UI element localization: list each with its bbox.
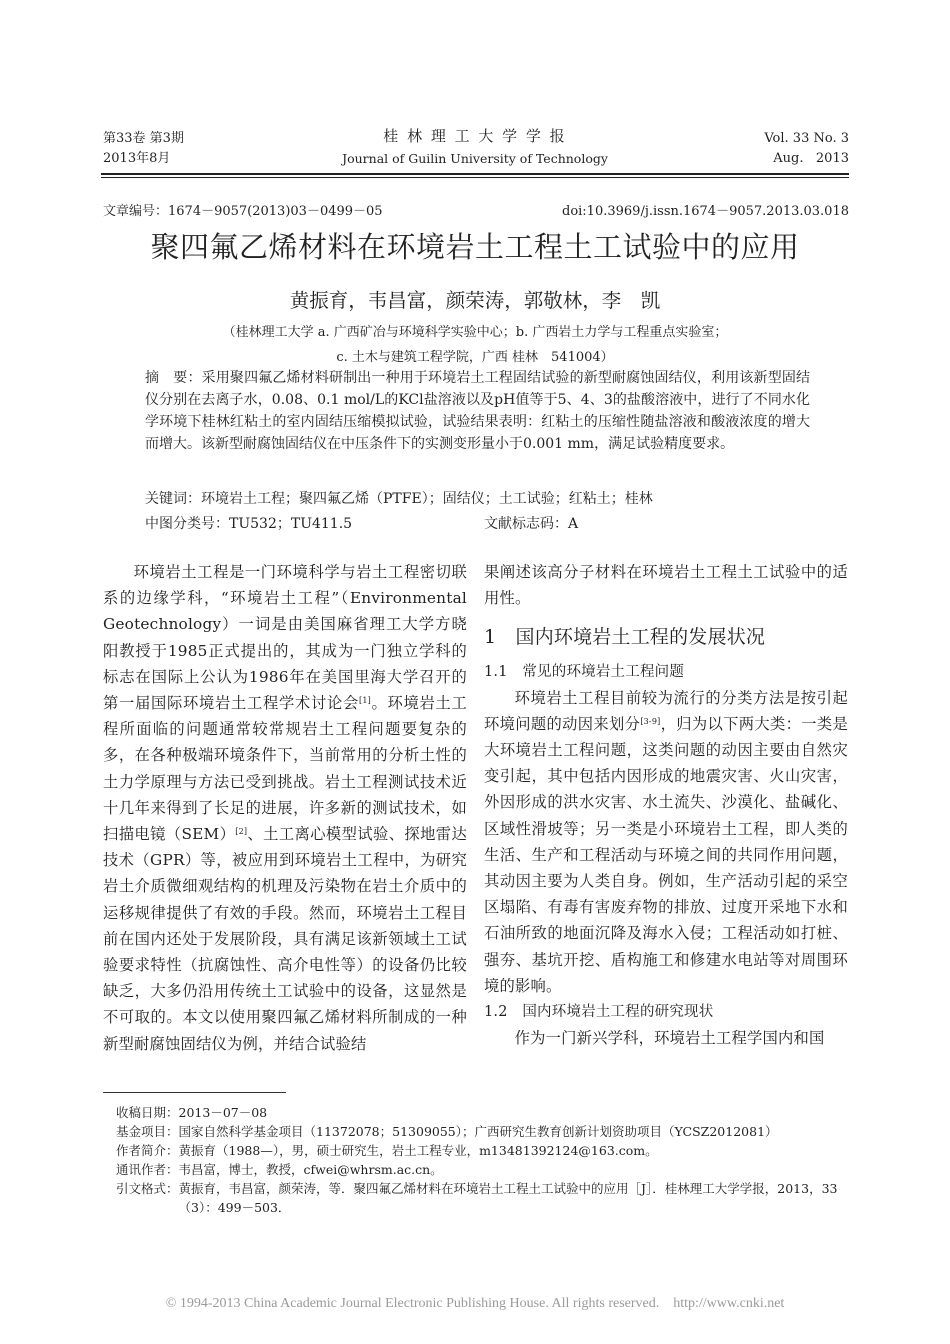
- intro-paragraph: [103, 559, 467, 1057]
- footnote-text: 国家自然科学基金项目（11372078；51309055）；广西研究生教育创新计划资助项目（YCSZ2012081）: [178, 1124, 778, 1139]
- journal-title-cn: 桂 林 理 工 大 学 学 报: [383, 127, 567, 145]
- footnote-citation: [116, 1179, 848, 1217]
- document-code: [484, 513, 578, 535]
- section-1-heading: 1 国内环境岩土工程的发展状况: [484, 626, 766, 649]
- keywords: [145, 488, 810, 510]
- right-column: [484, 559, 848, 1051]
- intro-text-a: 环境岩土工程是一门环境科学与岩土工程密切联系的边缘学科，“环境岩土工程”（Environmental Geotechnology）一词是由美国麻省理工大学方晓阳教授于1985正式提出的，其成为一门独立学科的标志在国际上公认为1986年在美国里海大学召开的第一届国际环境岩土工程学术讨论会: [103, 563, 467, 713]
- abstract-label: 摘 要：: [145, 370, 202, 386]
- subsection-1-2-heading: 1.2 国内环境岩土工程的研究现状: [484, 1004, 714, 1021]
- footnote-received: [116, 1103, 848, 1122]
- intro-continuation: 果阐述该高分子材料在环境岩土工程土工试验中的适用性。: [484, 563, 848, 608]
- footnote-label: 作者简介：: [116, 1143, 179, 1158]
- classification-paragraph: [484, 685, 848, 999]
- clc-label: 中图分类号：: [145, 516, 229, 532]
- article-title: 聚四氟乙烯材料在环境岩土工程土工试验中的应用: [150, 230, 800, 264]
- article-number: 文章编号：1674－9057(2013)03－0499－05: [103, 204, 383, 219]
- journal-volume-cn: 第33卷 第3期: [103, 131, 184, 146]
- research-status-paragraph: 作为一门新兴学科，环境岩土工程学国内和国: [514, 1029, 825, 1048]
- affiliation-line-2: c. 土木与建筑工程学院，广西 桂林 541004）: [336, 350, 614, 365]
- footnote-text: 黄振育（1988—），男，硕士研究生，岩土工程专业，m13481392124@163.com。: [178, 1143, 658, 1158]
- footnote-author-bio: [116, 1141, 848, 1160]
- abstract: [145, 367, 810, 455]
- clc-text: TU532；TU411.5: [229, 516, 353, 532]
- keywords-text: 环境岩土工程；聚四氟乙烯（PTFE）；固结仪；土工试验；红粘土；桂林: [201, 491, 653, 507]
- journal-date-en: Aug. 2013: [773, 151, 849, 166]
- left-column: [103, 559, 467, 1057]
- author-list: 黄振育，韦昌富，颜荣涛，郭敬林，李 凯: [289, 289, 661, 312]
- footnote-text: 2013－07－08: [178, 1105, 268, 1120]
- citation-ref-3-9: [3-9]: [640, 716, 661, 726]
- intro-text-b: 。环境岩土工程所面临的问题通常较常规岩土工程问题要复杂的多，在各种极端环境条件下，当前常用的分析土性的土力学原理与方法已受到挑战。岩土工程测试技术近十几年来得到了长足的进展，许多新的测试技术，如扫描电镜（SEM）: [103, 694, 468, 844]
- journal-date-cn: 2013年8月: [103, 151, 171, 166]
- footnote-corresponding: [116, 1160, 848, 1179]
- footnote-rule: [103, 1092, 286, 1093]
- footnote-label: 引文格式：: [116, 1181, 179, 1196]
- classification-text-b: ，归为以下两大类：一类是大环境岩土工程问题，这类问题的动因主要由自然灾变引起，其中包括内因形成的地震灾害、火山灾害，外因形成的洪水灾害、水土流失、沙漠化、盐碱化、区域性滑坡等；另一类是小环境岩土工程，即人类的生活、生产和工程活动与环境之间的共同作用问题，其动因主要为人类自身。例如，生产活动引起的采空区塌陷、有毒有害废弃物的排放、过度开采地下水和石油所致的地面沉降及海水入侵；工程活动如打桩、强夯、基坑开挖、盾构施工和修建水电站等对周围环境的影响。: [484, 714, 848, 995]
- clc-number: [145, 513, 352, 535]
- footnote-label: 基金项目：: [116, 1124, 179, 1139]
- citation-ref-2: [2]: [235, 827, 248, 837]
- journal-volume-en: Vol. 33 No. 3: [764, 131, 849, 146]
- keywords-label: 关键词：: [145, 491, 201, 507]
- footnotes: [116, 1103, 848, 1217]
- footnote-funding: [116, 1122, 848, 1141]
- doi: doi:10.3969/j.issn.1674－9057.2013.03.018: [562, 204, 849, 219]
- affiliation-line-1: （桂林理工大学 a. 广西矿冶与环境科学实验中心；b. 广西岩土力学与工程重点实验室；: [222, 325, 728, 340]
- footnote-label: 收稿日期：: [116, 1105, 179, 1120]
- header-rule-thin: [101, 177, 849, 178]
- classification-text-a: 环境岩土工程目前较为流行的分类方法是按引起环境问题的动因来划分: [484, 688, 848, 733]
- footnote-text: 黄振育，韦昌富，颜荣涛，等．聚四氟乙烯材料在环境岩土工程土工试验中的应用［J］．桂林理工大学学报，2013，33（3）：499－503．: [178, 1181, 838, 1215]
- footnote-text: 韦昌富，博士，教授，cfwei@whrsm.ac.cn。: [178, 1162, 443, 1177]
- subsection-1-1-heading: 1.1 常见的环境岩土工程问题: [484, 663, 685, 680]
- journal-title-en: Journal of Guilin University of Technology: [342, 151, 608, 166]
- doc-code-label: 文献标志码：: [484, 516, 568, 532]
- copyright-notice: © 1994-2013 China Academic Journal Electronic Publishing House. All rights reserved. http://www.cnki.net: [165, 1296, 785, 1311]
- footnote-label: 通讯作者：: [116, 1162, 179, 1177]
- header-rule: [101, 173, 849, 175]
- citation-ref-1: [1]: [359, 696, 371, 706]
- abstract-text: 采用聚四氟乙烯材料研制出一种用于环境岩土工程固结试验的新型耐腐蚀固结仪，利用该新型固结仪分别在去离子水，0.08、0.1 mol/L的KCl盐溶液以及pH值等于5、4、3的盐酸溶液中，进行了不同水化学环境下桂林红粘土的室内固结压缩模拟试验，试验结果表明：红粘土的压缩性随盐溶液和酸液浓度的增大而增大。该新型耐腐蚀固结仪在中压条件下的实测变形量小于0.001 mm，满足试验精度要求。: [145, 370, 810, 452]
- intro-text-c: 、土工离心模型试验、探地雷达技术（GPR）等，被应用到环境岩土工程中，为研究岩土介质微细观结构的机理及污染物在岩土介质中的运移规律提供了有效的手段。然而，环境岩土工程目前在国内还处于发展阶段，具有满足该新领域土工试验要求特性（抗腐蚀性、高介电性等）的设备仍比较缺乏，大多仍沿用传统土工试验中的设备，这显然是不可取的。本文以使用聚四氟乙烯材料所制成的一种新型耐腐蚀固结仪为例，并结合试验结: [103, 825, 467, 1053]
- doc-code-value: A: [568, 516, 579, 532]
